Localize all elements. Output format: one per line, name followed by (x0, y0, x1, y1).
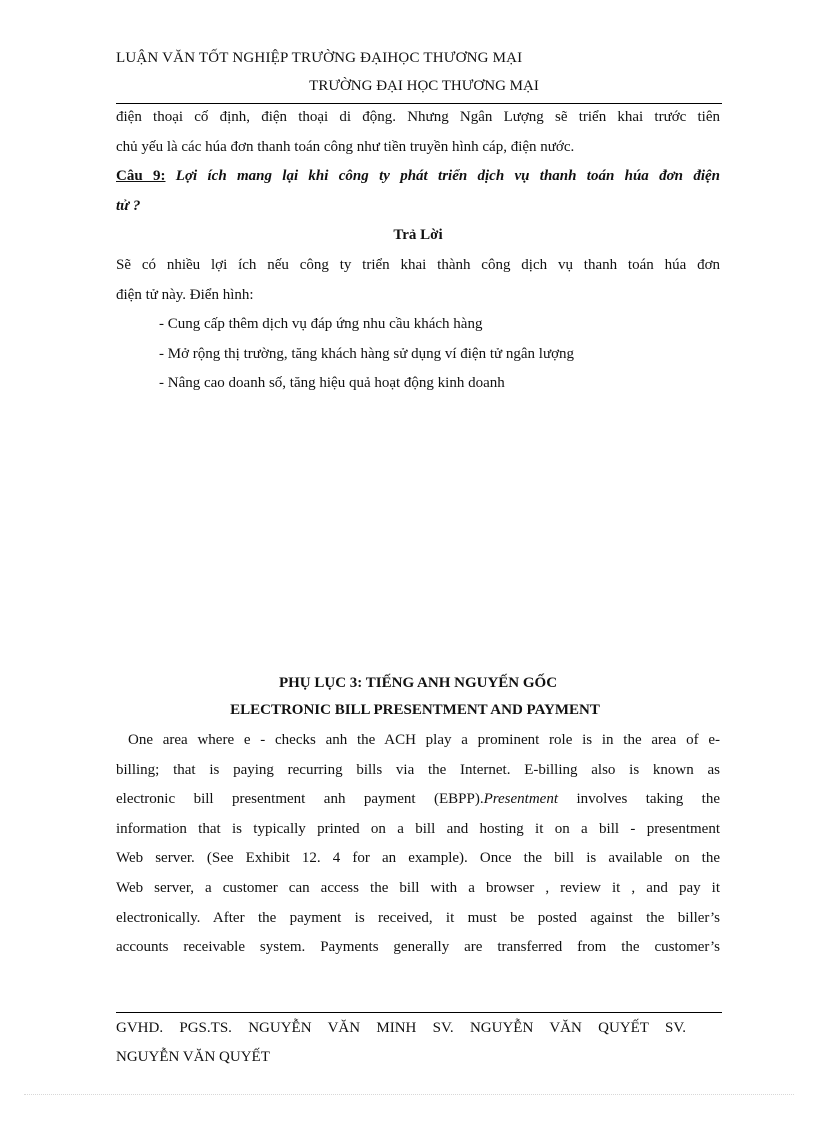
question-label: Câu 9: (116, 168, 166, 185)
paragraph-italic-term: Presentment (483, 791, 558, 808)
question-text: Lợi ích mang lại khi công ty phát triển dịch vụ thanh toán húa đơn điện (175, 168, 720, 185)
paragraph-fragment: electronic bill presentment anh payment (EBPP). (116, 791, 484, 808)
paragraph-line: Web server. (See Exhibit 12. 4 for an example). Once the bill is available on the (116, 850, 720, 867)
bullet-item: - Cung cấp thêm dịch vụ đáp ứng nhu cầu khách hàng (159, 316, 483, 333)
footer-line: NGUYỄN VĂN QUYẾT (116, 1049, 270, 1065)
paragraph-line: One area where e - checks anh the ACH play a prominent role is in the area of e- (128, 732, 720, 748)
paragraph-line: electronically. After the payment is received, it must be posted against the biller’s (116, 909, 720, 926)
paragraph-line: accounts receivable system. Payments generally are transferred from the customer’s (116, 939, 720, 956)
bullet-item: - Nâng cao doanh số, tăng hiệu quả hoạt động kinh doanh (159, 375, 505, 392)
answer-heading: Trả Lời (393, 227, 443, 244)
paragraph-line: Web server, a customer can access the bill with a browser , review it , and pay it (116, 879, 720, 896)
body-section (116, 103, 720, 399)
paragraph-fragment: involves taking the (558, 791, 720, 808)
question-line-2: tử ? (116, 197, 141, 214)
bullet-item: - Mở rộng thị trường, tăng khách hàng sử dụng ví điện tử ngân lượng (159, 345, 575, 362)
body-line: chủ yếu là các húa đơn thanh toán công như tiền truyền hình cáp, điện nước. (116, 138, 575, 155)
answer-line: điện tử này. Điển hình: (116, 286, 254, 303)
appendix-title: PHỤ LỤC 3: TIẾNG ANH NGUYẾN GỐC (278, 675, 558, 691)
running-footer (116, 1014, 686, 1072)
running-header-title: LUẬN VĂN TỐT NGHIỆP TRƯỜNG ĐẠIHỌC THƯƠNG MẠI (116, 50, 523, 66)
footer-divider (116, 1012, 722, 1013)
running-header-subtitle-text: TRƯỜNG ĐẠI HỌC THƯƠNG MẠI (309, 78, 539, 94)
paragraph-line (116, 785, 720, 815)
appendix-subtitle: ELECTRONIC BILL PRESENTMENT AND PAYMENT (230, 702, 600, 718)
paragraph-line: billing; that is paying recurring bills via the Internet. E-billing also is known as (116, 761, 720, 778)
page-bottom-edge (24, 1094, 794, 1095)
running-header-subtitle (0, 78, 816, 95)
footer-line: GVHD. PGS.TS. NGUYỄN VĂN MINH SV. NGUYỄN VĂN QUYẾT SV. (116, 1020, 686, 1036)
body-line: điện thoại cố định, điện thoại di động. Nhưng Ngân Lượng sẽ triển khai trước tiên (116, 109, 720, 125)
appendix-paragraph (116, 726, 720, 963)
answer-line: Sẽ có nhiều lợi ích nếu công ty triển khai thành công dịch vụ thanh toán húa đơn (116, 256, 720, 273)
paragraph-line: information that is typically printed on a bill and hosting it on a bill - presentment (116, 820, 720, 837)
question-line (116, 162, 720, 192)
